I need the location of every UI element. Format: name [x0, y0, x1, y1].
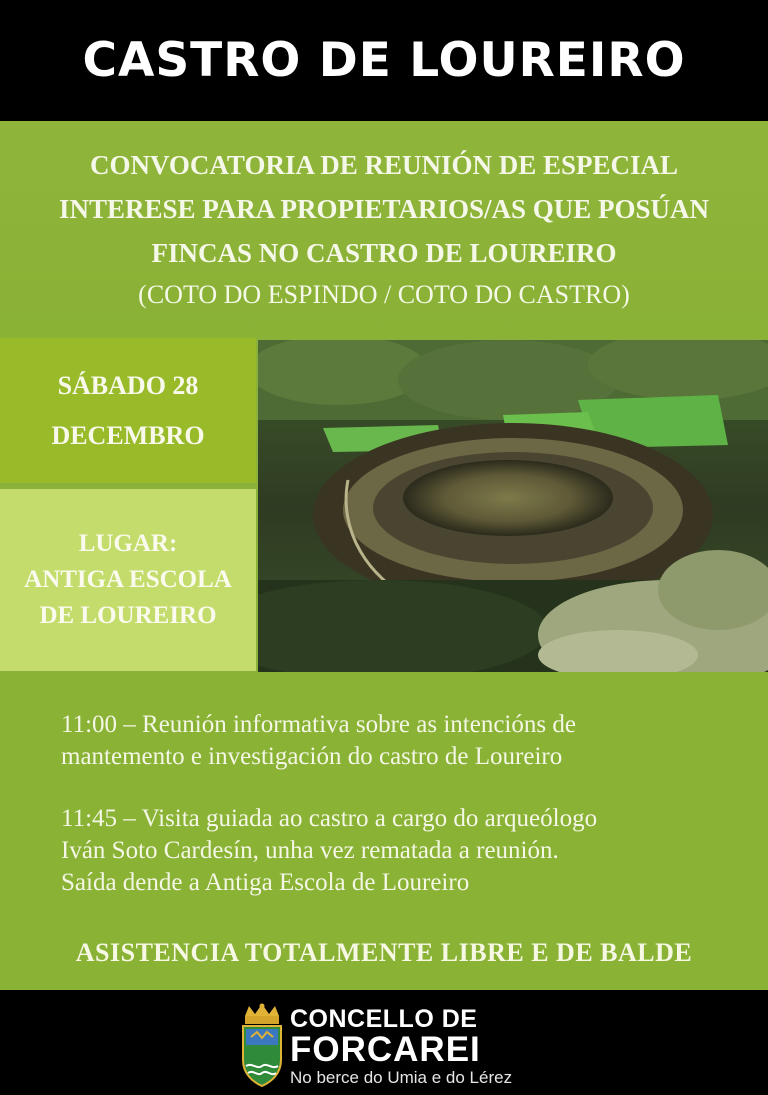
brand-name: FORCAREI: [290, 1030, 481, 1069]
intro-panel: [0, 121, 768, 338]
schedule-item-2-line-1: 11:45 – Visita guiada ao castro a cargo do arqueólogo: [61, 805, 598, 832]
place-line-3: DE LOUREIRO: [39, 602, 217, 629]
intro-line-1: CONVOCATORIA DE REUNIÓN DE ESPECIAL: [89, 150, 679, 180]
place-label: LUGAR:: [78, 530, 178, 557]
intro-line-2: INTERESE PARA PROPIETARIOS/AS QUE POSÚAN: [58, 194, 710, 224]
coat-of-arms-icon: [237, 1002, 287, 1088]
place-box: [0, 489, 256, 671]
schedule-item-1-line-2: mantemento e investigación do castro de Loureiro: [61, 743, 563, 770]
attendance-note: ASISTENCIA TOTALMENTE LIBRE E DE BALDE: [75, 938, 693, 967]
page-title: CASTRO DE LOUREIRO: [82, 33, 686, 88]
schedule-item-2-line-2: Iván Soto Cardesín, unha vez rematada a reunión.: [61, 837, 559, 864]
date-box: [0, 338, 256, 483]
intro-line-4: (COTO DO ESPINDO / COTO DO CASTRO): [138, 280, 630, 309]
schedule-item-1: [61, 709, 576, 773]
date-line-2: DECEMBRO: [51, 420, 205, 450]
brand-line-1: CONCELLO DE: [290, 1005, 478, 1033]
schedule-item-2: [61, 803, 597, 899]
header-bar: [0, 0, 768, 121]
place-line-2: ANTIGA ESCOLA: [24, 566, 232, 593]
intro-line-3: FINCAS NO CASTRO DE LOUREIRO: [151, 238, 617, 268]
schedule-panel: [0, 672, 768, 990]
schedule-item-1-line-1: 11:00 – Reunión informativa sobre as intencións de: [61, 711, 576, 738]
date-line-1: SÁBADO 28: [57, 370, 199, 400]
brand-tagline: No berce do Umia e do Lérez: [290, 1068, 513, 1087]
schedule-item-2-line-3: Saída dende a Antiga Escola de Loureiro: [61, 869, 470, 896]
municipality-brand: [290, 1005, 512, 1089]
aerial-hillfort-photo: [258, 340, 768, 672]
